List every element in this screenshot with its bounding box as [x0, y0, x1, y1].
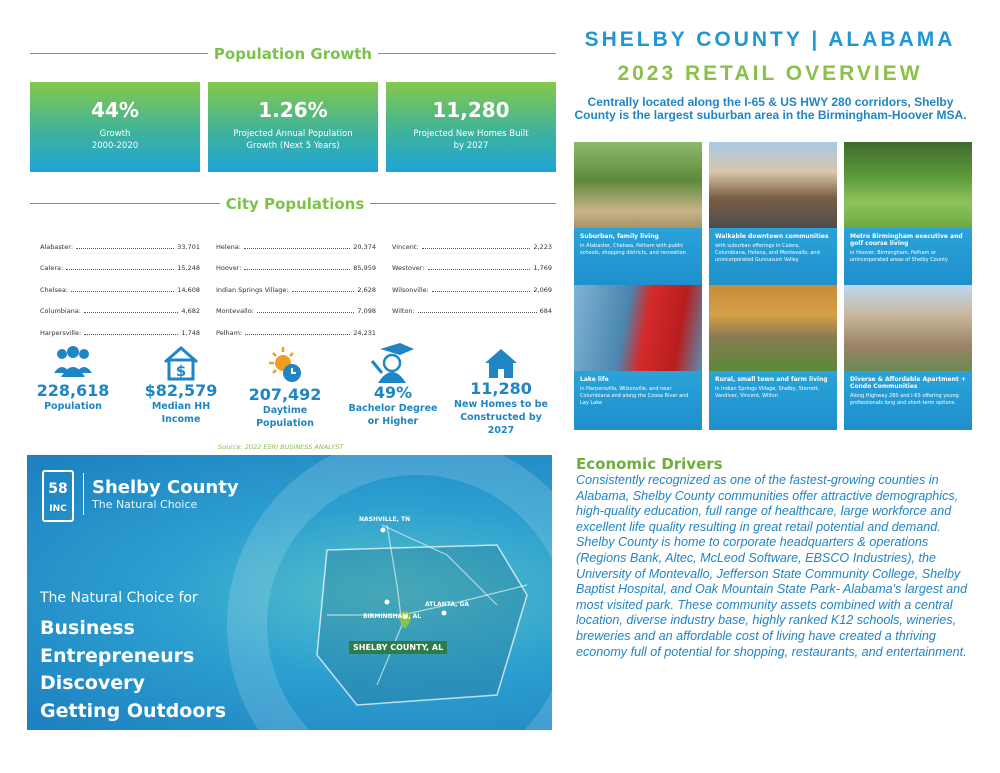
stat-number: 11,280	[470, 379, 532, 398]
stat-label: Growth 2000-2020	[91, 129, 139, 151]
photo-card-suburban: Suburban, family living in Alabaster, Chelsea, Pelham with public schools, shopping districts, and recreation	[574, 142, 702, 287]
stat-number: 207,492	[248, 385, 322, 404]
divider	[30, 53, 208, 54]
svg-text:INC: INC	[49, 504, 67, 514]
stat-bachelor	[338, 343, 448, 428]
city-row: Vincent: 2,223	[392, 242, 552, 251]
home-icon	[483, 347, 519, 379]
stat-annual-growth	[208, 82, 378, 172]
brand-tagline: The Natural Choice	[92, 498, 198, 511]
stat-new-homes	[386, 82, 556, 172]
intro-text: Centrally located along the I-65 & US HWY 280 corridors, Shelby County is the largest suburban area in the Birmingham-Hoover MSA.	[574, 95, 967, 122]
downtown-street-photo	[709, 142, 837, 228]
stat-number: 49%	[373, 383, 413, 402]
photo-card-rural: Rural, small town and farm living in Indian Springs Village, Shelby, Sterrett, Vandiver, Vincent, Wilton	[709, 285, 837, 430]
city-row: Harpersville: 1,748	[40, 328, 200, 337]
economic-drivers-body: Consistently recognized as one of the fastest-growing counties in Alabama, Shelby County communities offer attractive demographics, high-quality education, full range of healthcare, large workforce and excellent life quality resulting in great retail potential and demand. Shelby County is home to corporate headquarters & operations (Regions Bank, Altec, McLeod Software, EBSCO Industries), the University of Montevallo, Jefferson State Community College, Shelby Baptist Hospital, and Oak Mountain State Park- Alabama's largest and most visited park. These community assets combined with a central location, diverse industry base, highly ranked K12 schools, wineries, breweries and an affordable cost of living have created a thriving economy full of potential for shopping, restaurants, and entertainment.	[576, 473, 968, 659]
stat-median-income	[126, 345, 236, 426]
stat-value: 11,280	[432, 98, 510, 122]
map-panel	[27, 455, 552, 730]
source-note: Source: 2022 ESRI BUSINESS ANALYST	[218, 443, 344, 451]
city-row: Hoover: 85,959	[216, 264, 376, 272]
family-walk-photo	[574, 142, 702, 228]
sun-clock-icon	[265, 345, 305, 385]
headline-county: SHELBY COUNTY | ALABAMA	[584, 28, 956, 51]
shelby-58-logo	[39, 467, 79, 527]
stat-population	[18, 345, 128, 413]
stat-label: New Homes to be Constructed by 2027	[454, 399, 548, 436]
city-column-2	[216, 229, 376, 337]
stat-daytime-population	[230, 345, 340, 430]
rural-road-photo	[709, 285, 837, 371]
lake-kayak-photo	[574, 285, 702, 371]
stat-value: 44%	[91, 98, 139, 122]
city-row: Chelsea: 14,608	[40, 285, 200, 294]
stat-new-homes-constructed	[446, 347, 556, 437]
city-row: Columbiana: 4,682	[40, 307, 200, 315]
list-item: Entrepreneurs	[40, 644, 195, 667]
city-column-1	[40, 229, 200, 337]
map-label-birmingham: BIRMINGHAM, AL	[363, 613, 422, 620]
list-item: Business	[40, 617, 135, 639]
apartment-building-photo	[844, 285, 972, 371]
stat-label: Projected Annual Population Growth (Next 5 Years)	[233, 129, 353, 151]
list-item: Discovery	[40, 672, 145, 694]
photo-card-lake: Lake life in Harpersville, Wilsonville, and near Columbiana and along the Coosa River and Lay Lake	[574, 285, 702, 430]
logo-divider	[83, 473, 84, 515]
map-label-nashville: NASHVILLE, TN	[359, 516, 411, 523]
city-row: Helena: 20,374	[216, 242, 376, 251]
stat-growth	[30, 82, 200, 172]
stat-label: Daytime Population	[256, 405, 314, 429]
city-row: Wilton: 684	[392, 307, 552, 315]
stat-number: 228,618	[36, 381, 110, 400]
city-row: Calera: 15,248	[40, 264, 200, 272]
brand-name: Shelby County	[92, 477, 239, 498]
svg-text:$: $	[175, 362, 187, 380]
divider	[370, 203, 556, 204]
divider	[378, 53, 556, 54]
golf-course-photo	[844, 142, 972, 228]
stat-number: $82,579	[144, 381, 218, 400]
list-item: Getting Outdoors	[40, 699, 227, 722]
map-label-shelby: SHELBY COUNTY, AL	[349, 641, 447, 654]
city-row: Wilsonville: 2,069	[392, 285, 552, 294]
map-label-atlanta: ATLANTA, GA	[425, 601, 470, 608]
stat-label: Population	[44, 401, 102, 412]
city-row: Montevallo: 7,098	[216, 307, 376, 315]
stat-label: Projected New Homes Built by 2027	[413, 129, 529, 151]
people-icon	[53, 345, 93, 381]
photo-card-apartments: Diverse & Affordable Apartment + Condo Communities Along Highway 280 and I-65 offering young professionals long and short-term options.	[844, 285, 972, 430]
economic-drivers-title: Economic Drivers	[576, 455, 723, 473]
city-column-3	[392, 229, 552, 315]
city-row: Westover: 1,769	[392, 264, 552, 272]
photo-card-downtown: Walkable downtown communities with suburban offerings in Calera, Columbiana, Helena, and Montevallo, and unincorporated Gunnasunt Valley	[709, 142, 837, 287]
headline-retail-overview: 2023 RETAIL OVERVIEW	[617, 62, 923, 85]
natural-choice-list	[40, 615, 226, 725]
stat-value: 1.26%	[258, 98, 328, 122]
house-dollar-icon	[161, 345, 201, 381]
divider	[30, 203, 220, 204]
stat-label: Bachelor Degree or Higher	[348, 403, 438, 427]
city-row: Indian Springs Village: 2,628	[216, 285, 376, 294]
city-populations-title: City Populations	[225, 195, 365, 213]
city-row: Alabaster: 33,701	[40, 242, 200, 251]
population-growth-title: Population Growth	[213, 45, 373, 63]
city-row: Pelham: 24,231	[216, 328, 376, 337]
graduate-icon	[370, 343, 416, 383]
natural-choice-intro: The Natural Choice for	[40, 590, 198, 606]
svg-text:58: 58	[48, 481, 68, 497]
photo-card-golf: Metro Birmingham executive and golf course living in Hoover, Birmingham, Pelham or unincorporated areas of Shelby County	[844, 142, 972, 287]
stat-label: Median HH Income	[151, 401, 211, 425]
